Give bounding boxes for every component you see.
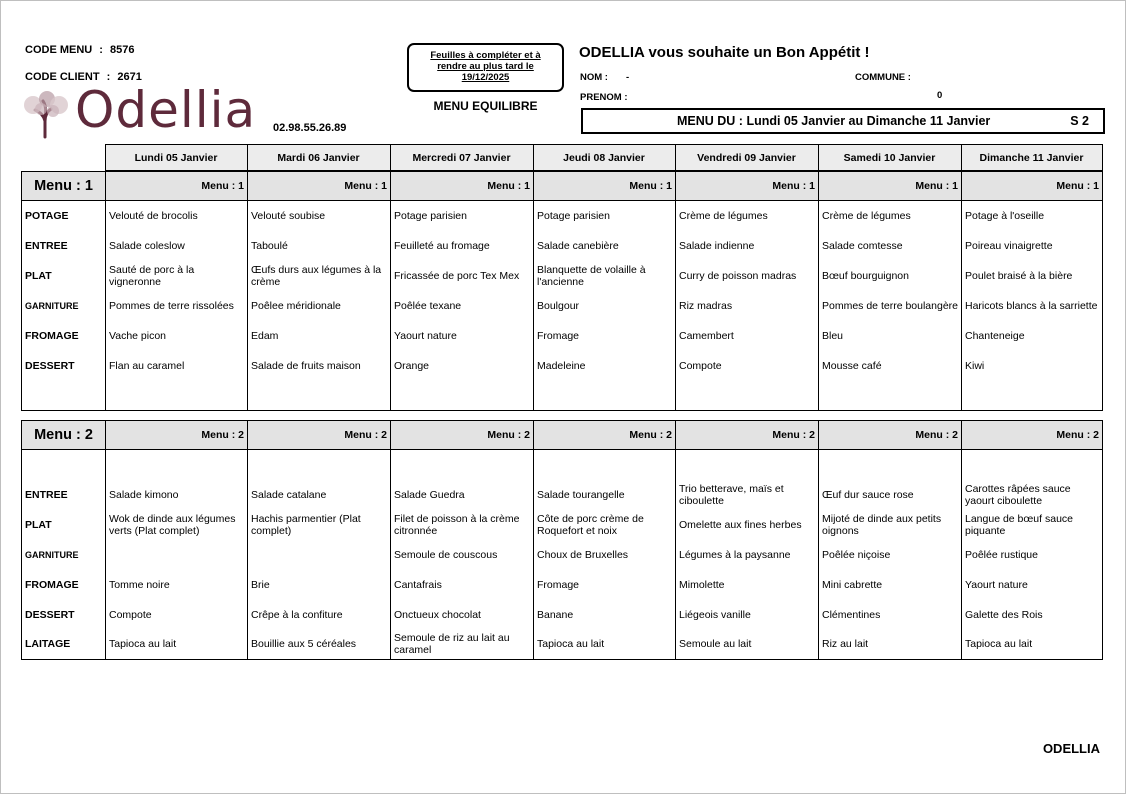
dish-cell[interactable]: Mimolette [676,570,819,600]
dish-cell[interactable]: Salade de fruits maison [248,351,391,381]
table-row [22,630,1103,660]
code-menu-value: 8576 [110,44,135,56]
dish-cell[interactable] [962,450,1103,480]
dish-cell[interactable]: Yaourt nature [391,321,534,351]
day-header: Mercredi 07 Janvier [390,145,533,171]
dish-cell[interactable]: Bœuf bourguignon [819,261,962,291]
dish-cell[interactable]: Filet de poisson à la crème citronnée [391,510,534,540]
dish-cell[interactable]: Pommes de terre rissolées [106,291,248,321]
menu-day-label: Menu : 1 [391,172,534,201]
menu-day-label: Menu : 1 [676,172,819,201]
course-label: DESSERT [22,600,106,630]
dish-cell[interactable]: Onctueux chocolat [391,600,534,630]
course-label: POTAGE [22,201,106,231]
dish-cell[interactable]: Salade Guedra [391,480,534,510]
code-client-label: CODE CLIENT [25,71,100,83]
greeting: ODELLIA vous souhaite un Bon Appétit ! [579,44,870,61]
code-menu: CODE MENU : 8576 [25,44,135,56]
table-row [22,600,1103,630]
dish-cell[interactable]: Riz au lait [819,630,962,660]
course-label [22,381,106,411]
dish-cell[interactable]: Salade tourangelle [534,480,676,510]
dish-cell[interactable]: Orange [391,351,534,381]
menu-day-label: Menu : 1 [106,172,248,201]
menu-day-label: Menu : 2 [962,421,1103,450]
table-row [22,351,1103,381]
day-header: Dimanche 11 Janvier [961,145,1102,171]
day-header: Jeudi 08 Janvier [533,145,675,171]
dish-cell[interactable]: Edam [248,321,391,351]
dish-cell[interactable]: Semoule de couscous [391,540,534,570]
dish-cell[interactable]: Riz madras [676,291,819,321]
table-row [22,540,1103,570]
table-row [22,321,1103,351]
dish-cell[interactable]: Côte de porc crème de Roquefort et noix [534,510,676,540]
nom-label: NOM : [580,72,608,83]
dish-cell[interactable]: Crêpe à la confiture [248,600,391,630]
phone-number: 02.98.55.26.89 [273,122,347,134]
code-menu-label: CODE MENU [25,44,93,56]
dish-cell[interactable]: Poulet braisé à la bière [962,261,1103,291]
count-value: 0 [937,90,943,101]
dish-cell[interactable]: Langue de bœuf sauce piquante [962,510,1103,540]
dish-cell[interactable] [106,540,248,570]
table-row [22,261,1103,291]
dish-cell[interactable]: Tomme noire [106,570,248,600]
menu-label: Menu : 2 [22,421,106,450]
table-row [22,450,1103,480]
dish-cell[interactable]: Haricots blancs à la sarriette [962,291,1103,321]
dish-cell[interactable]: Potage parisien [534,201,676,231]
table-row [22,201,1103,231]
course-label: GARNITURE [22,540,106,570]
dish-cell[interactable]: Salade indienne [676,231,819,261]
day-header: Mardi 06 Janvier [247,145,390,171]
table-row [22,570,1103,600]
dish-cell[interactable]: Bouillie aux 5 céréales [248,630,391,660]
dish-cell[interactable]: Feuilleté au fromage [391,231,534,261]
dish-cell[interactable]: Tapioca au lait [534,630,676,660]
dish-cell[interactable]: Blanquette de volaille à l'ancienne [534,261,676,291]
dish-cell[interactable]: Salade coleslow [106,231,248,261]
menu-day-label: Menu : 1 [534,172,676,201]
dish-cell[interactable]: Crème de légumes [676,201,819,231]
dish-cell[interactable] [534,450,676,480]
dish-cell[interactable]: Œufs durs aux légumes à la crème [248,261,391,291]
dish-cell[interactable]: Bleu [819,321,962,351]
dish-cell[interactable] [106,381,248,411]
notice-line-2: rendre au plus tard le [437,61,534,72]
dish-cell[interactable]: Trio betterave, maïs et ciboulette [676,480,819,510]
deadline-notice [407,43,564,92]
menu-day-label: Menu : 1 [248,172,391,201]
dish-cell[interactable]: Semoule de riz au lait au caramel [391,630,534,660]
dish-cell[interactable]: Salade canebière [534,231,676,261]
dish-cell[interactable]: Omelette aux fines herbes [676,510,819,540]
dish-cell[interactable]: Mini cabrette [819,570,962,600]
dish-cell[interactable]: Velouté soubise [248,201,391,231]
prenom-label: PRENOM : [580,92,628,103]
dish-cell[interactable]: Poêlée rustique [962,540,1103,570]
dish-cell[interactable]: Salade comtesse [819,231,962,261]
course-label: ENTREE [22,480,106,510]
dish-cell[interactable]: Mijoté de dinde aux petits oignons [819,510,962,540]
course-label: FROMAGE [22,321,106,351]
day-header: Vendredi 09 Janvier [675,145,818,171]
dish-cell[interactable]: Hachis parmentier (Plat complet) [248,510,391,540]
dish-cell[interactable] [248,381,391,411]
course-label [22,450,106,480]
table-row [22,480,1103,510]
dish-cell[interactable]: Taboulé [248,231,391,261]
menu-label: Menu : 1 [22,172,106,201]
week-label: MENU DU : Lundi 05 Janvier au Dimanche 11 Janvier [677,114,991,128]
dish-cell[interactable]: Choux de Bruxelles [534,540,676,570]
course-label: LAITAGE [22,630,106,660]
tree-icon [21,91,73,139]
dish-cell[interactable]: Fromage [534,570,676,600]
dish-cell[interactable]: Mousse café [819,351,962,381]
code-client-value: 2671 [117,71,142,83]
dish-cell[interactable] [962,381,1103,411]
course-label: FROMAGE [22,570,106,600]
dish-cell[interactable]: Œuf dur sauce rose [819,480,962,510]
dish-cell[interactable]: Madeleine [534,351,676,381]
dish-cell[interactable]: Poêlée texane [391,291,534,321]
dish-cell[interactable]: Poêlée niçoise [819,540,962,570]
dish-cell[interactable]: Compote [676,351,819,381]
course-label: PLAT [22,261,106,291]
dish-cell[interactable]: Kiwi [962,351,1103,381]
dish-cell[interactable]: Potage parisien [391,201,534,231]
notice-line-3: 19/12/2025 [461,72,510,83]
dish-cell[interactable]: Poêlee méridionale [248,291,391,321]
day-header-table [21,144,1103,171]
dish-cell[interactable]: Boulgour [534,291,676,321]
dish-cell[interactable]: Wok de dinde aux légumes verts (Plat complet) [106,510,248,540]
dish-cell[interactable]: Chanteneige [962,321,1103,351]
dish-cell[interactable]: Potage à l'oseille [962,201,1103,231]
dish-cell[interactable]: Liégeois vanille [676,600,819,630]
logo-wordmark: Odellia [75,81,257,139]
week-number: S 2 [1070,114,1089,128]
course-label: PLAT [22,510,106,540]
dish-cell[interactable] [819,381,962,411]
dish-cell[interactable]: Curry de poisson madras [676,261,819,291]
dish-cell[interactable]: Carottes râpées sauce yaourt ciboulette [962,480,1103,510]
dish-cell[interactable] [819,450,962,480]
dish-cell[interactable] [248,540,391,570]
nom-value[interactable]: - [626,72,630,83]
dish-cell[interactable]: Crème de légumes [819,201,962,231]
dish-cell[interactable] [106,450,248,480]
dish-cell[interactable] [676,450,819,480]
dish-cell[interactable]: Tapioca au lait [962,630,1103,660]
menu-day-label: Menu : 2 [676,421,819,450]
table-row [22,291,1103,321]
dish-cell[interactable]: Flan au caramel [106,351,248,381]
dish-cell[interactable] [248,450,391,480]
menu-day-label: Menu : 1 [819,172,962,201]
dish-cell[interactable] [534,381,676,411]
dish-cell[interactable]: Clémentines [819,600,962,630]
table-row [22,510,1103,540]
dish-cell[interactable]: Fricassée de porc Tex Mex [391,261,534,291]
dish-cell[interactable]: Compote [106,600,248,630]
week-banner [581,108,1105,134]
dish-cell[interactable]: Salade kimono [106,480,248,510]
table-row [22,231,1103,261]
menu-day-label: Menu : 2 [534,421,676,450]
dish-cell[interactable]: Galette des Rois [962,600,1103,630]
dish-cell[interactable] [391,450,534,480]
course-label: DESSERT [22,351,106,381]
day-header: Lundi 05 Janvier [105,145,247,171]
dish-cell[interactable]: Banane [534,600,676,630]
odellia-logo [21,81,261,141]
dish-cell[interactable] [676,381,819,411]
menu-1-table [21,171,1103,411]
dish-cell[interactable]: Yaourt nature [962,570,1103,600]
dish-cell[interactable]: Semoule au lait [676,630,819,660]
menu-type: MENU EQUILIBRE [433,99,538,113]
dish-cell[interactable]: Camembert [676,321,819,351]
dish-cell[interactable]: Salade catalane [248,480,391,510]
course-label: GARNITURE [22,291,106,321]
dish-cell[interactable]: Tapioca au lait [106,630,248,660]
menu-day-label: Menu : 2 [391,421,534,450]
dish-cell[interactable]: Fromage [534,321,676,351]
menu-day-label: Menu : 2 [106,421,248,450]
dish-cell[interactable]: Sauté de porc à la vigneronne [106,261,248,291]
dish-cell[interactable]: Velouté de brocolis [106,201,248,231]
course-label: ENTREE [22,231,106,261]
menu-day-label: Menu : 2 [819,421,962,450]
notice-line-1: Feuilles à compléter et à [430,50,541,61]
menu-day-label: Menu : 2 [248,421,391,450]
dish-cell[interactable]: Vache picon [106,321,248,351]
footer-brand: ODELLIA [1042,741,1100,756]
commune-label: COMMUNE : [855,72,911,83]
menu-2-table [21,420,1103,660]
code-client: CODE CLIENT : 2671 [25,71,142,83]
dish-cell[interactable]: Cantafrais [391,570,534,600]
dish-cell[interactable]: Brie [248,570,391,600]
table-row [22,381,1103,411]
dish-cell[interactable]: Poireau vinaigrette [962,231,1103,261]
header-corner [21,145,105,171]
dish-cell[interactable]: Légumes à la paysanne [676,540,819,570]
day-header: Samedi 10 Janvier [818,145,961,171]
menu-day-label: Menu : 1 [962,172,1103,201]
dish-cell[interactable] [391,381,534,411]
dish-cell[interactable]: Pommes de terre boulangère [819,291,962,321]
